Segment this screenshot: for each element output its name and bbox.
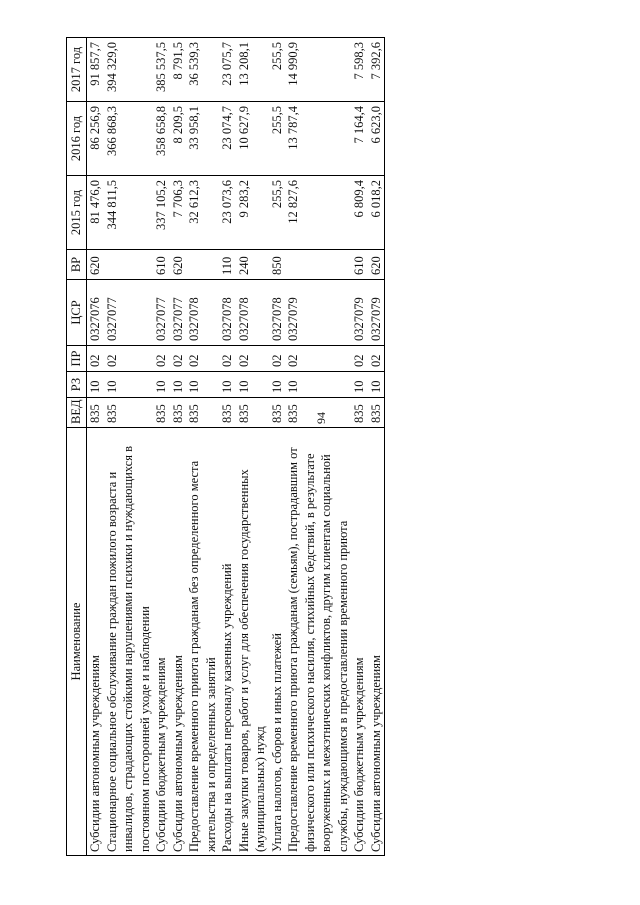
cell-rz: 10 [87,372,104,398]
cell-vr: 610 [351,250,368,280]
cell-ved: 835 [351,398,368,428]
cell-2017: 36 539,3 [186,38,219,102]
table-row [153,38,170,856]
cell-name: Субсидии бюджетным учреждениям [351,428,368,856]
cell-rz: 10 [104,372,154,398]
cell-name: Предоставление временного приюта гражданам (семьям), пострадавшим от физического или психического насилия, стихийных бедствий, в результате вооруженных и межэтнических конфликтов, другим клиентам социальной службы, нуждающимся в предоставлении временного приюта [285,428,351,856]
cell-ved: 835 [269,398,286,428]
header-rz: РЗ [67,372,87,398]
cell-csr: 0327078 [269,280,286,346]
cell-vr: 620 [87,250,104,280]
cell-name: Субсидии автономным учреждениям [368,428,385,856]
cell-2016: 366 868,3 [104,102,154,176]
cell-2016: 358 658,8 [153,102,170,176]
cell-2015: 6 018,2 [368,176,385,250]
cell-csr: 0327079 [368,280,385,346]
cell-vr [285,250,351,280]
cell-csr: 0327078 [186,280,219,346]
cell-pr: 02 [87,346,104,372]
header-csr: ЦСР [67,280,87,346]
header-2016: 2016 год [67,102,87,176]
budget-table [66,37,385,856]
cell-ved: 835 [186,398,219,428]
table-row [186,38,219,856]
cell-csr: 0327077 [104,280,154,346]
cell-pr: 02 [153,346,170,372]
cell-pr: 02 [269,346,286,372]
cell-2017: 14 990,9 [285,38,351,102]
cell-rz: 10 [153,372,170,398]
cell-2016: 13 787,4 [285,102,351,176]
cell-rz: 10 [269,372,286,398]
cell-pr: 02 [368,346,385,372]
cell-ved: 835 [219,398,236,428]
cell-name: Предоставление временного приюта гражданам без определенного места жительства и определенных занятий [186,428,219,856]
table-body [87,38,385,856]
cell-2016: 23 074,7 [219,102,236,176]
cell-2017: 7 392,6 [368,38,385,102]
cell-ved: 835 [87,398,104,428]
cell-2015: 23 073,6 [219,176,236,250]
cell-2016: 6 623,0 [368,102,385,176]
cell-2017: 8 791,5 [170,38,187,102]
cell-2017: 385 537,5 [153,38,170,102]
cell-2015: 12 827,6 [285,176,351,250]
cell-pr: 02 [285,346,351,372]
cell-2017: 13 208,1 [236,38,269,102]
cell-rz: 10 [368,372,385,398]
table-row [219,38,236,856]
header-2017: 2017 год [67,38,87,102]
cell-2017: 255,5 [269,38,286,102]
table-row [368,38,385,856]
cell-pr: 02 [236,346,269,372]
cell-vr: 620 [368,250,385,280]
cell-pr: 02 [219,346,236,372]
cell-ved: 835 [104,398,154,428]
cell-csr: 0327076 [87,280,104,346]
cell-vr [104,250,154,280]
table-row [170,38,187,856]
cell-name: Расходы на выплаты персоналу казенных учреждений [219,428,236,856]
cell-ved: 835 [170,398,187,428]
cell-2015: 32 612,3 [186,176,219,250]
cell-2016: 8 209,5 [170,102,187,176]
cell-rz: 10 [285,372,351,398]
cell-vr: 610 [153,250,170,280]
cell-name: Иные закупки товаров, работ и услуг для обеспечения государственных (муниципальных) нужд [236,428,269,856]
table-row [104,38,154,856]
cell-rz: 10 [351,372,368,398]
cell-pr: 02 [351,346,368,372]
rotated-table-container [66,36,626,856]
table-row [351,38,368,856]
cell-pr: 02 [104,346,154,372]
cell-2015: 337 105,2 [153,176,170,250]
cell-csr: 0327077 [170,280,187,346]
page-number: 94 [314,412,328,424]
header-ved: ВЕД [67,398,87,428]
cell-ved: 835 [285,398,351,428]
header-name: Наименование [67,428,87,856]
cell-ved: 835 [368,398,385,428]
cell-name: Субсидии автономным учреждениям [170,428,187,856]
header-2015: 2015 год [67,176,87,250]
cell-csr: 0327079 [351,280,368,346]
cell-rz: 10 [219,372,236,398]
cell-2016: 255,5 [269,102,286,176]
cell-rz: 10 [186,372,219,398]
table-row [269,38,286,856]
cell-2015: 255,5 [269,176,286,250]
cell-name: Стационарное социальное обслуживание граждан пожилого возраста и инвалидов, страдающих стойкими нарушениями психики и нуждающихся в постоянном посторонней уходе и наблюдении [104,428,154,856]
cell-vr: 110 [219,250,236,280]
cell-pr: 02 [186,346,219,372]
cell-2015: 9 283,2 [236,176,269,250]
cell-2017: 7 598,3 [351,38,368,102]
cell-2015: 81 476,0 [87,176,104,250]
cell-2016: 10 627,9 [236,102,269,176]
cell-2017: 394 329,0 [104,38,154,102]
cell-name: Уплата налогов, сборов и иных платежей [269,428,286,856]
cell-2015: 344 811,5 [104,176,154,250]
cell-2017: 23 075,7 [219,38,236,102]
table-row [236,38,269,856]
header-row [67,38,87,856]
cell-ved: 835 [236,398,269,428]
cell-csr: 0327077 [153,280,170,346]
cell-vr: 850 [269,250,286,280]
cell-csr: 0327079 [285,280,351,346]
cell-rz: 10 [236,372,269,398]
header-vr: ВР [67,250,87,280]
cell-2016: 7 164,4 [351,102,368,176]
cell-2015: 6 809,4 [351,176,368,250]
cell-2016: 86 256,9 [87,102,104,176]
cell-name: Субсидии автономным учреждениям [87,428,104,856]
cell-2017: 91 857,7 [87,38,104,102]
table-row [285,38,351,856]
cell-2015: 7 706,3 [170,176,187,250]
cell-vr [186,250,219,280]
cell-csr: 0327078 [236,280,269,346]
cell-pr: 02 [170,346,187,372]
cell-rz: 10 [170,372,187,398]
cell-vr: 620 [170,250,187,280]
header-pr: ПР [67,346,87,372]
cell-vr: 240 [236,250,269,280]
cell-ved: 835 [153,398,170,428]
cell-name: Субсидии бюджетным учреждениям [153,428,170,856]
cell-2016: 33 958,1 [186,102,219,176]
table-row [87,38,104,856]
cell-csr: 0327078 [219,280,236,346]
